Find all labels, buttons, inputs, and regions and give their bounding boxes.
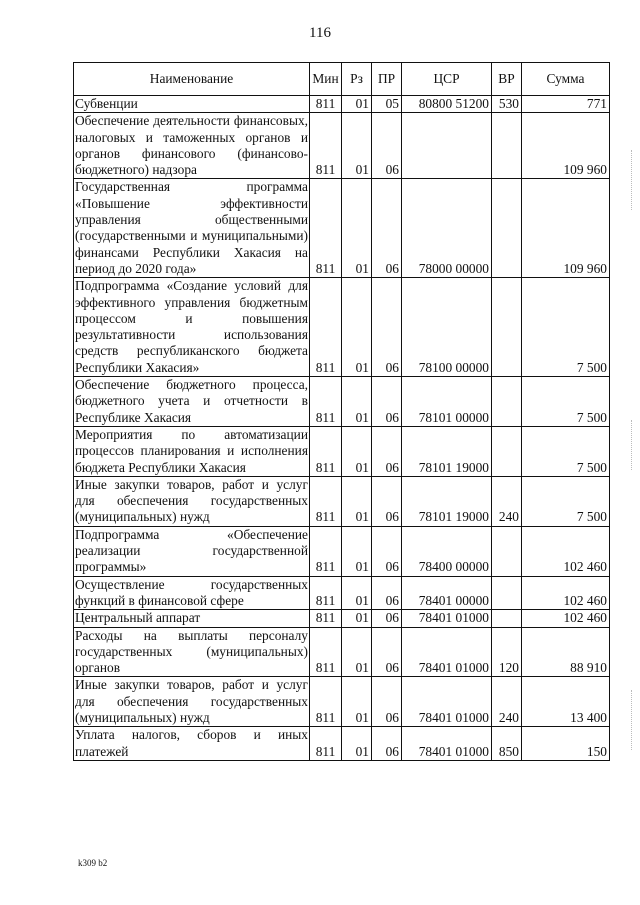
table-row <box>74 377 610 427</box>
header-sum: Сумма <box>522 63 610 96</box>
page-number: 116 <box>309 25 331 41</box>
table-row <box>74 96 610 113</box>
header-csr: ЦСР <box>402 63 492 96</box>
row-vr <box>492 576 522 610</box>
row-pr: 06 <box>372 476 402 526</box>
row-rz: 01 <box>342 476 372 526</box>
row-min: 811 <box>310 179 342 278</box>
row-sum: 7 500 <box>522 476 610 526</box>
row-csr: 78101 19000 <box>402 426 492 476</box>
row-name: Осуществление государственных функций в финансовой сфере <box>75 576 308 608</box>
row-sum: 102 460 <box>522 576 610 610</box>
row-name: Субвенции <box>74 96 310 113</box>
row-min: 811 <box>310 426 342 476</box>
row-rz: 01 <box>342 526 372 576</box>
row-csr: 78401 01000 <box>402 677 492 727</box>
row-min: 811 <box>310 96 342 113</box>
row-csr <box>402 113 492 179</box>
row-name: Обеспечение бюджетного процесса, бюджетного учета и отчетности в Республике Хакасия <box>75 377 308 425</box>
row-sum: 109 960 <box>522 113 610 179</box>
row-min: 811 <box>310 113 342 179</box>
row-vr: 850 <box>492 727 522 761</box>
row-name: Центральный аппарат <box>74 610 310 627</box>
row-csr: 78401 01000 <box>402 627 492 677</box>
row-vr <box>492 377 522 427</box>
row-vr <box>492 179 522 278</box>
row-csr: 78101 19000 <box>402 476 492 526</box>
row-sum: 771 <box>522 96 610 113</box>
row-pr: 06 <box>372 113 402 179</box>
row-rz: 01 <box>342 179 372 278</box>
row-name: Подпрограмма «Обеспечение реализации государственной программы» <box>75 526 308 575</box>
row-pr: 06 <box>372 526 402 576</box>
row-rz: 01 <box>342 278 372 377</box>
row-vr: 530 <box>492 96 522 113</box>
row-name: Уплата налогов, сборов и иных платежей <box>75 727 308 759</box>
row-vr <box>492 278 522 377</box>
row-rz: 01 <box>342 727 372 761</box>
row-sum: 150 <box>522 727 610 761</box>
margin-mark <box>631 150 634 210</box>
row-vr <box>492 610 522 627</box>
row-csr: 78100 00000 <box>402 278 492 377</box>
row-csr: 78401 01000 <box>402 610 492 627</box>
row-sum: 13 400 <box>522 677 610 727</box>
row-sum: 7 500 <box>522 377 610 427</box>
table-row <box>74 476 610 526</box>
row-sum: 102 460 <box>522 610 610 627</box>
row-pr: 06 <box>372 426 402 476</box>
row-rz: 01 <box>342 627 372 677</box>
row-rz: 01 <box>342 610 372 627</box>
row-pr: 06 <box>372 377 402 427</box>
table-row <box>74 526 610 576</box>
table-row <box>74 576 610 610</box>
row-csr: 80800 51200 <box>402 96 492 113</box>
row-vr: 240 <box>492 677 522 727</box>
table-row <box>74 113 610 179</box>
row-csr: 78000 00000 <box>402 179 492 278</box>
row-name: Подпрограмма «Создание условий для эффективного управления бюджетным процессом и повышения результативности использования средств республиканского бюджета Республики Хакасия» <box>75 278 308 375</box>
table-header <box>74 63 610 96</box>
row-sum: 7 500 <box>522 426 610 476</box>
row-pr: 06 <box>372 278 402 377</box>
footer-code: k309 b2 <box>78 858 108 868</box>
row-name: Иные закупки товаров, работ и услуг для обеспечения государственных (муниципальных) нужд <box>75 677 308 725</box>
row-pr: 06 <box>372 727 402 761</box>
row-rz: 01 <box>342 426 372 476</box>
row-rz: 01 <box>342 96 372 113</box>
row-sum: 7 500 <box>522 278 610 377</box>
margin-mark <box>631 690 634 750</box>
row-rz: 01 <box>342 113 372 179</box>
budget-table <box>73 62 610 761</box>
row-vr <box>492 113 522 179</box>
row-vr <box>492 426 522 476</box>
row-name: Государственная программа «Повышение эффективности управления общественными (государственными и муниципальными) финансами Республики Хакасия на период до 2020 года» <box>75 179 308 276</box>
table-body <box>74 96 610 761</box>
row-name: Расходы на выплаты персоналу государственных (муниципальных) органов <box>75 627 308 676</box>
header-row <box>74 63 610 96</box>
row-min: 811 <box>310 610 342 627</box>
row-vr: 240 <box>492 476 522 526</box>
row-min: 811 <box>310 576 342 610</box>
row-name: Мероприятия по автоматизации процессов планирования и исполнения бюджета Республики Хакасия <box>75 426 308 475</box>
row-csr: 78401 01000 <box>402 727 492 761</box>
row-pr: 05 <box>372 96 402 113</box>
row-pr: 06 <box>372 627 402 677</box>
row-min: 811 <box>310 727 342 761</box>
header-rz: Рз <box>342 63 372 96</box>
table-row <box>74 179 610 278</box>
row-pr: 06 <box>372 576 402 610</box>
table-row <box>74 727 610 761</box>
row-min: 811 <box>310 526 342 576</box>
row-rz: 01 <box>342 677 372 727</box>
row-rz: 01 <box>342 576 372 610</box>
header-pr: ПР <box>372 63 402 96</box>
table-row <box>74 426 610 476</box>
table-row <box>74 610 610 627</box>
row-vr: 120 <box>492 627 522 677</box>
header-min: Мин <box>310 63 342 96</box>
table-row <box>74 278 610 377</box>
row-sum: 88 910 <box>522 627 610 677</box>
header-vr: ВР <box>492 63 522 96</box>
row-csr: 78101 00000 <box>402 377 492 427</box>
table-row <box>74 677 610 727</box>
row-vr <box>492 526 522 576</box>
row-pr: 06 <box>372 610 402 627</box>
margin-mark <box>631 420 634 470</box>
row-csr: 78400 00000 <box>402 526 492 576</box>
header-name: Наименование <box>74 63 310 96</box>
row-pr: 06 <box>372 179 402 278</box>
row-min: 811 <box>310 627 342 677</box>
row-min: 811 <box>310 278 342 377</box>
row-min: 811 <box>310 476 342 526</box>
row-pr: 06 <box>372 677 402 727</box>
row-name: Иные закупки товаров, работ и услуг для обеспечения государственных (муниципальных) нужд <box>75 476 308 525</box>
row-min: 811 <box>310 377 342 427</box>
row-csr: 78401 00000 <box>402 576 492 610</box>
row-name: Обеспечение деятельности финансовых, налоговых и таможенных органов и органов финансового (финансово-бюджетного) надзора <box>75 113 308 178</box>
row-sum: 102 460 <box>522 526 610 576</box>
table-row <box>74 627 610 677</box>
row-min: 811 <box>310 677 342 727</box>
row-rz: 01 <box>342 377 372 427</box>
row-sum: 109 960 <box>522 179 610 278</box>
